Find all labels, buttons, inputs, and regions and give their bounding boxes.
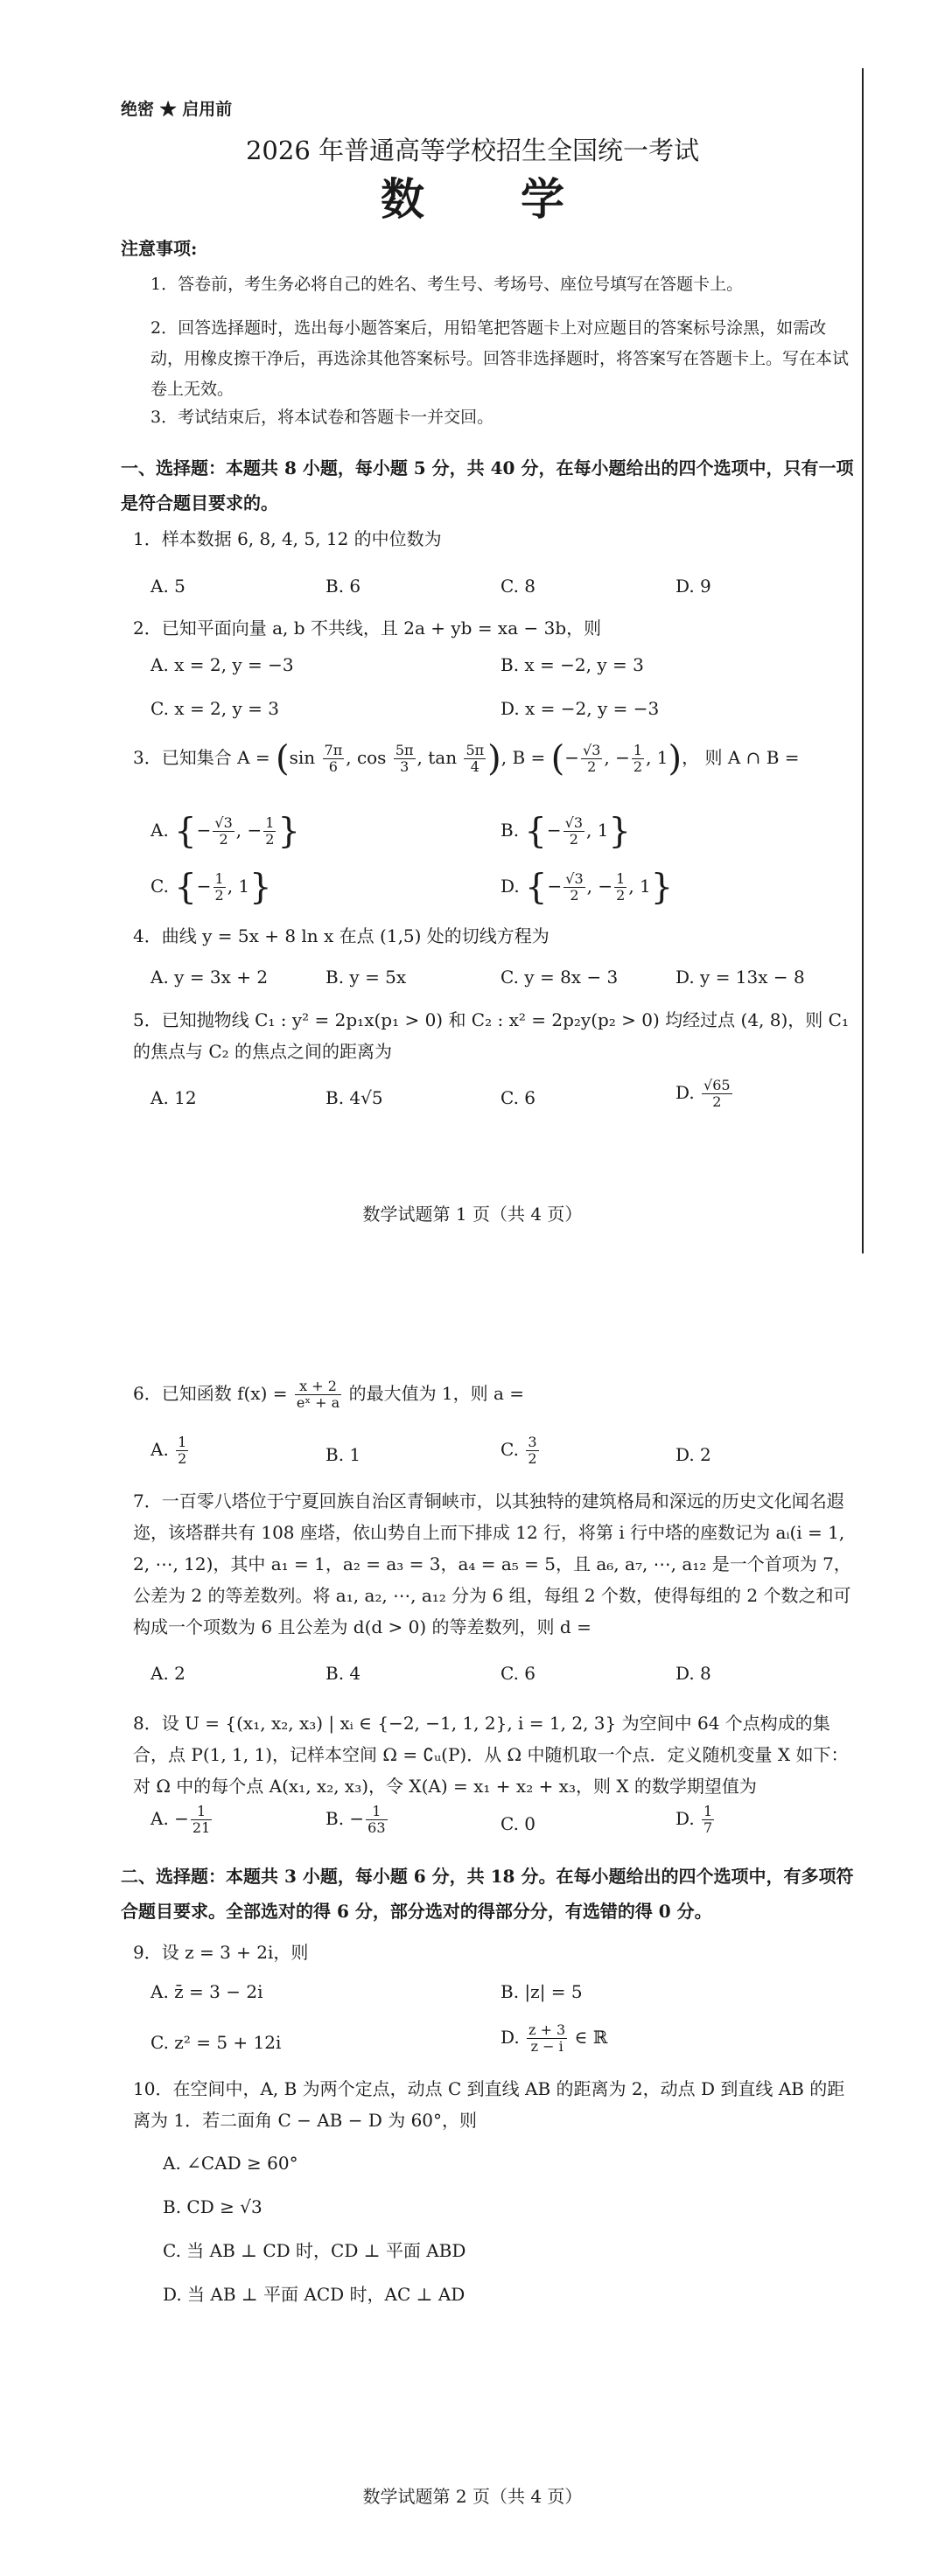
question-5-stem: 5．已知抛物线 C₁ : y² = 2p₁x(p₁ > 0) 和 C₂ : x² = 2p₂y(p₂ > 0) 均经过点 (4, 8)，则 C₁ 的焦点与 C₂ 的焦点之间的距离为 (133, 1009, 849, 1062)
confidential-label: 绝密 ★ 启用前 (121, 100, 233, 119)
frac-5pi-3: $\frac{5\pi}{3}$ (395, 742, 414, 775)
question-2-stem: 2．已知平面向量 a, b 不共线，且 2a + yb = xa − 3b，则 (133, 618, 602, 639)
set-a-tan: tan (428, 747, 458, 768)
question-5-option-b: B. 4√5 (326, 1087, 383, 1108)
question-3-stem-text: 3．已知集合 A = (133, 747, 270, 768)
question-4-option-a: A. y = 3x + 2 (150, 967, 269, 988)
page-1-footer: 数学试题第 1 页（共 4 页） (362, 1204, 583, 1225)
question-9-stem: 9．设 z = 3 + 2i，则 (133, 1942, 309, 1963)
set-a-cos: cos (356, 747, 387, 768)
question-8-option-d: D. $\frac{1}{7}$ (676, 1803, 713, 1836)
question-3-option-d: D. {− $\frac{√3}{2}$ , − $\frac{1}{2}$ , 1} (500, 867, 674, 908)
question-10-option-a: A. ∠CAD ≥ 60° (163, 2153, 298, 2174)
subject-title: 数 学 (381, 173, 591, 225)
question-9-option-b: B. |z| = 5 (500, 1981, 583, 2002)
question-6-stem: 6．已知函数 f(x) = $\frac{x + 2}{\text{eˣ + a}}$ 的最大值为 1，则 a = (133, 1378, 525, 1411)
page-2-footer: 数学试题第 2 页（共 4 页） (362, 2486, 583, 2507)
question-1-stem: 1．样本数据 6, 8, 4, 5, 12 的中位数为 (133, 528, 442, 549)
question-4-option-c: C. y = 8x − 3 (500, 967, 619, 988)
question-6-option-c: C. $\frac{3}{2}$ (500, 1434, 537, 1467)
question-5-option-d: D. $\frac{√65}{2}$ (676, 1077, 731, 1110)
question-10-option-d: D. 当 AB ⊥ 平面 ACD 时，AC ⊥ AD (163, 2284, 466, 2305)
question-3-option-b: B. {− $\frac{√3}{2}$ , 1} (500, 811, 631, 852)
question-3-stem: 3．已知集合 A = (sin $\frac{7\pi}{6}$ , cos $\frac{5\pi}{3}$ , tan $\frac{5\pi}{4}$ ), B = (− $\frac{√3}{2}$ , − $\frac{1}{2}$ , 1)， 则 A ∩ B = (133, 738, 800, 779)
question-9-option-a: A. z̄ = 3 − 2i (150, 1981, 263, 2002)
notice-item-2: 2．回答选择题时，选出每小题答案后，用铅笔把答题卡上对应题目的答案标号涂黑，如需改动，用橡皮擦干净后，再选涂其他答案标号。回答非选择题时，将答案写在答题卡上。写在本试卷上无效。 (150, 318, 850, 399)
frac-5pi-4: $\frac{5\pi}{4}$ (466, 742, 485, 775)
section-1-heading: 一、选择题：本题共 8 小题，每小题 5 分，共 40 分，在每小题给出的四个选项中，只有一项是符合题目要求的。 (121, 457, 854, 513)
question-2-option-c: C. x = 2, y = 3 (150, 698, 279, 719)
question-7-option-b: B. 4 (326, 1663, 361, 1684)
question-3-option-a: A. {− $\frac{√3}{2}$ , − $\frac{1}{2}$ } (150, 811, 300, 852)
question-7-option-d: D. 8 (676, 1663, 711, 1684)
question-1-option-c: C. 8 (500, 576, 536, 597)
exam-page-2 (0, 1260, 945, 2576)
question-7-option-c: C. 6 (500, 1663, 536, 1684)
question-9-option-d: D. $\frac{z + 3}{z - i}$ ∈ ℝ (500, 2021, 608, 2055)
question-8-option-b: B. − $\frac{1}{63}$ (326, 1803, 386, 1836)
notice-item-3: 3．考试结束后，将本试卷和答题卡一并交回。 (150, 408, 494, 427)
question-2-option-b: B. x = −2, y = 3 (500, 654, 644, 675)
question-7-option-a: A. 2 (150, 1663, 186, 1684)
question-1-option-d: D. 9 (676, 576, 711, 597)
question-8-option-a: A. − $\frac{1}{21}$ (150, 1803, 211, 1836)
question-5-option-a: A. 12 (150, 1087, 197, 1108)
question-10-option-c: C. 当 AB ⊥ CD 时，CD ⊥ 平面 ABD (163, 2240, 466, 2261)
set-a-sin: sin (289, 747, 316, 768)
frac-7pi-6: $\frac{7\pi}{6}$ (324, 742, 343, 775)
exam-title: 2026 年普通高等学校招生全国统一考试 (245, 136, 700, 165)
set-b-label: B = (512, 747, 546, 768)
question-10-option-b: B. CD ≥ √3 (163, 2196, 262, 2217)
question-8-stem: 8．设 U = {(x₁, x₂, x₃) | xᵢ ∈ {−2, −1, 1, 2}, i = 1, 2, 3} 为空间中 64 个点构成的集合，点 P(1, 1, 1)，记样本空间 Ω = ∁ᵤ(P)．从 Ω 中随机取一个点．定义随机变量 X 如下：对 Ω 中的每个点 A(x₁, x₂, x₃)，令 X(A) = x₁ + x₂ + x₃，则 X 的数学期望值为 (133, 1713, 849, 1797)
question-6-option-d: D. 2 (676, 1444, 711, 1465)
question-10-stem: 10．在空间中，A, B 为两个定点，动点 C 到直线 AB 的距离为 2，动点 D 到直线 AB 的距离为 1．若二面角 C − AB − D 为 60°，则 (133, 2078, 845, 2131)
question-3-tail: 则 A ∩ B = (704, 747, 800, 768)
question-4-stem: 4．曲线 y = 5x + 8 ln x 在点 (1,5) 处的切线方程为 (133, 925, 550, 946)
q6-function-frac: $\frac{x + 2}{\text{eˣ + a}}$ (296, 1378, 340, 1411)
question-6-option-a: A. $\frac{1}{2}$ (150, 1434, 187, 1467)
question-1-option-b: B. 6 (326, 576, 361, 597)
question-9-option-c: C. z² = 5 + 12i (150, 2032, 282, 2053)
page-edge-line (862, 68, 864, 1253)
notice-item-1: 1．答卷前，考生务必将自己的姓名、考生号、考场号、座位号填写在答题卡上。 (150, 275, 744, 294)
question-4-option-b: B. y = 5x (326, 967, 407, 988)
section-2-heading: 二、选择题：本题共 3 小题，每小题 6 分，共 18 分。在每小题给出的四个选项中，有多项符合题目要求。全部选对的得 6 分，部分选对的得部分分，有选错的得 0 分。 (121, 1866, 854, 1922)
question-5-option-c: C. 6 (500, 1087, 536, 1108)
question-6-option-b: B. 1 (326, 1444, 361, 1465)
question-4-option-d: D. y = 13x − 8 (676, 967, 805, 988)
notice-heading: 注意事项: (121, 238, 198, 259)
question-7-stem: 7．一百零八塔位于宁夏回族自治区青铜峡市，以其独特的建筑格局和深远的历史文化闻名遐迩，该塔群共有 108 座塔，依山势自上而下排成 12 行，将第 i 行中塔的座数记为 aᵢ(i = 1, 2, ⋯, 12)，其中 a₁ = 1，a₂ = a₃ = 3，a₄ = a₅ = 5，且 a₆, a₇, ⋯, a₁₂ 是一个首项为 7，公差为 2 的等差数列。将 a₁, a₂, ⋯, a₁₂ 分为 6 组，每组 2 个数，使得每组的 2 个数之和可构成一个项数为 6 且公差为 d(d > 0) 的等差数列，则 d = (133, 1490, 851, 1637)
question-2-option-a: A. x = 2, y = −3 (150, 654, 294, 675)
question-8-option-c: C. 0 (500, 1813, 536, 1834)
question-1-option-a: A. 5 (150, 576, 186, 597)
question-2-option-d: D. x = −2, y = −3 (500, 698, 660, 719)
exam-page-1 (0, 0, 945, 1260)
question-3-option-c: C. {− $\frac{1}{2}$ , 1} (150, 867, 272, 908)
